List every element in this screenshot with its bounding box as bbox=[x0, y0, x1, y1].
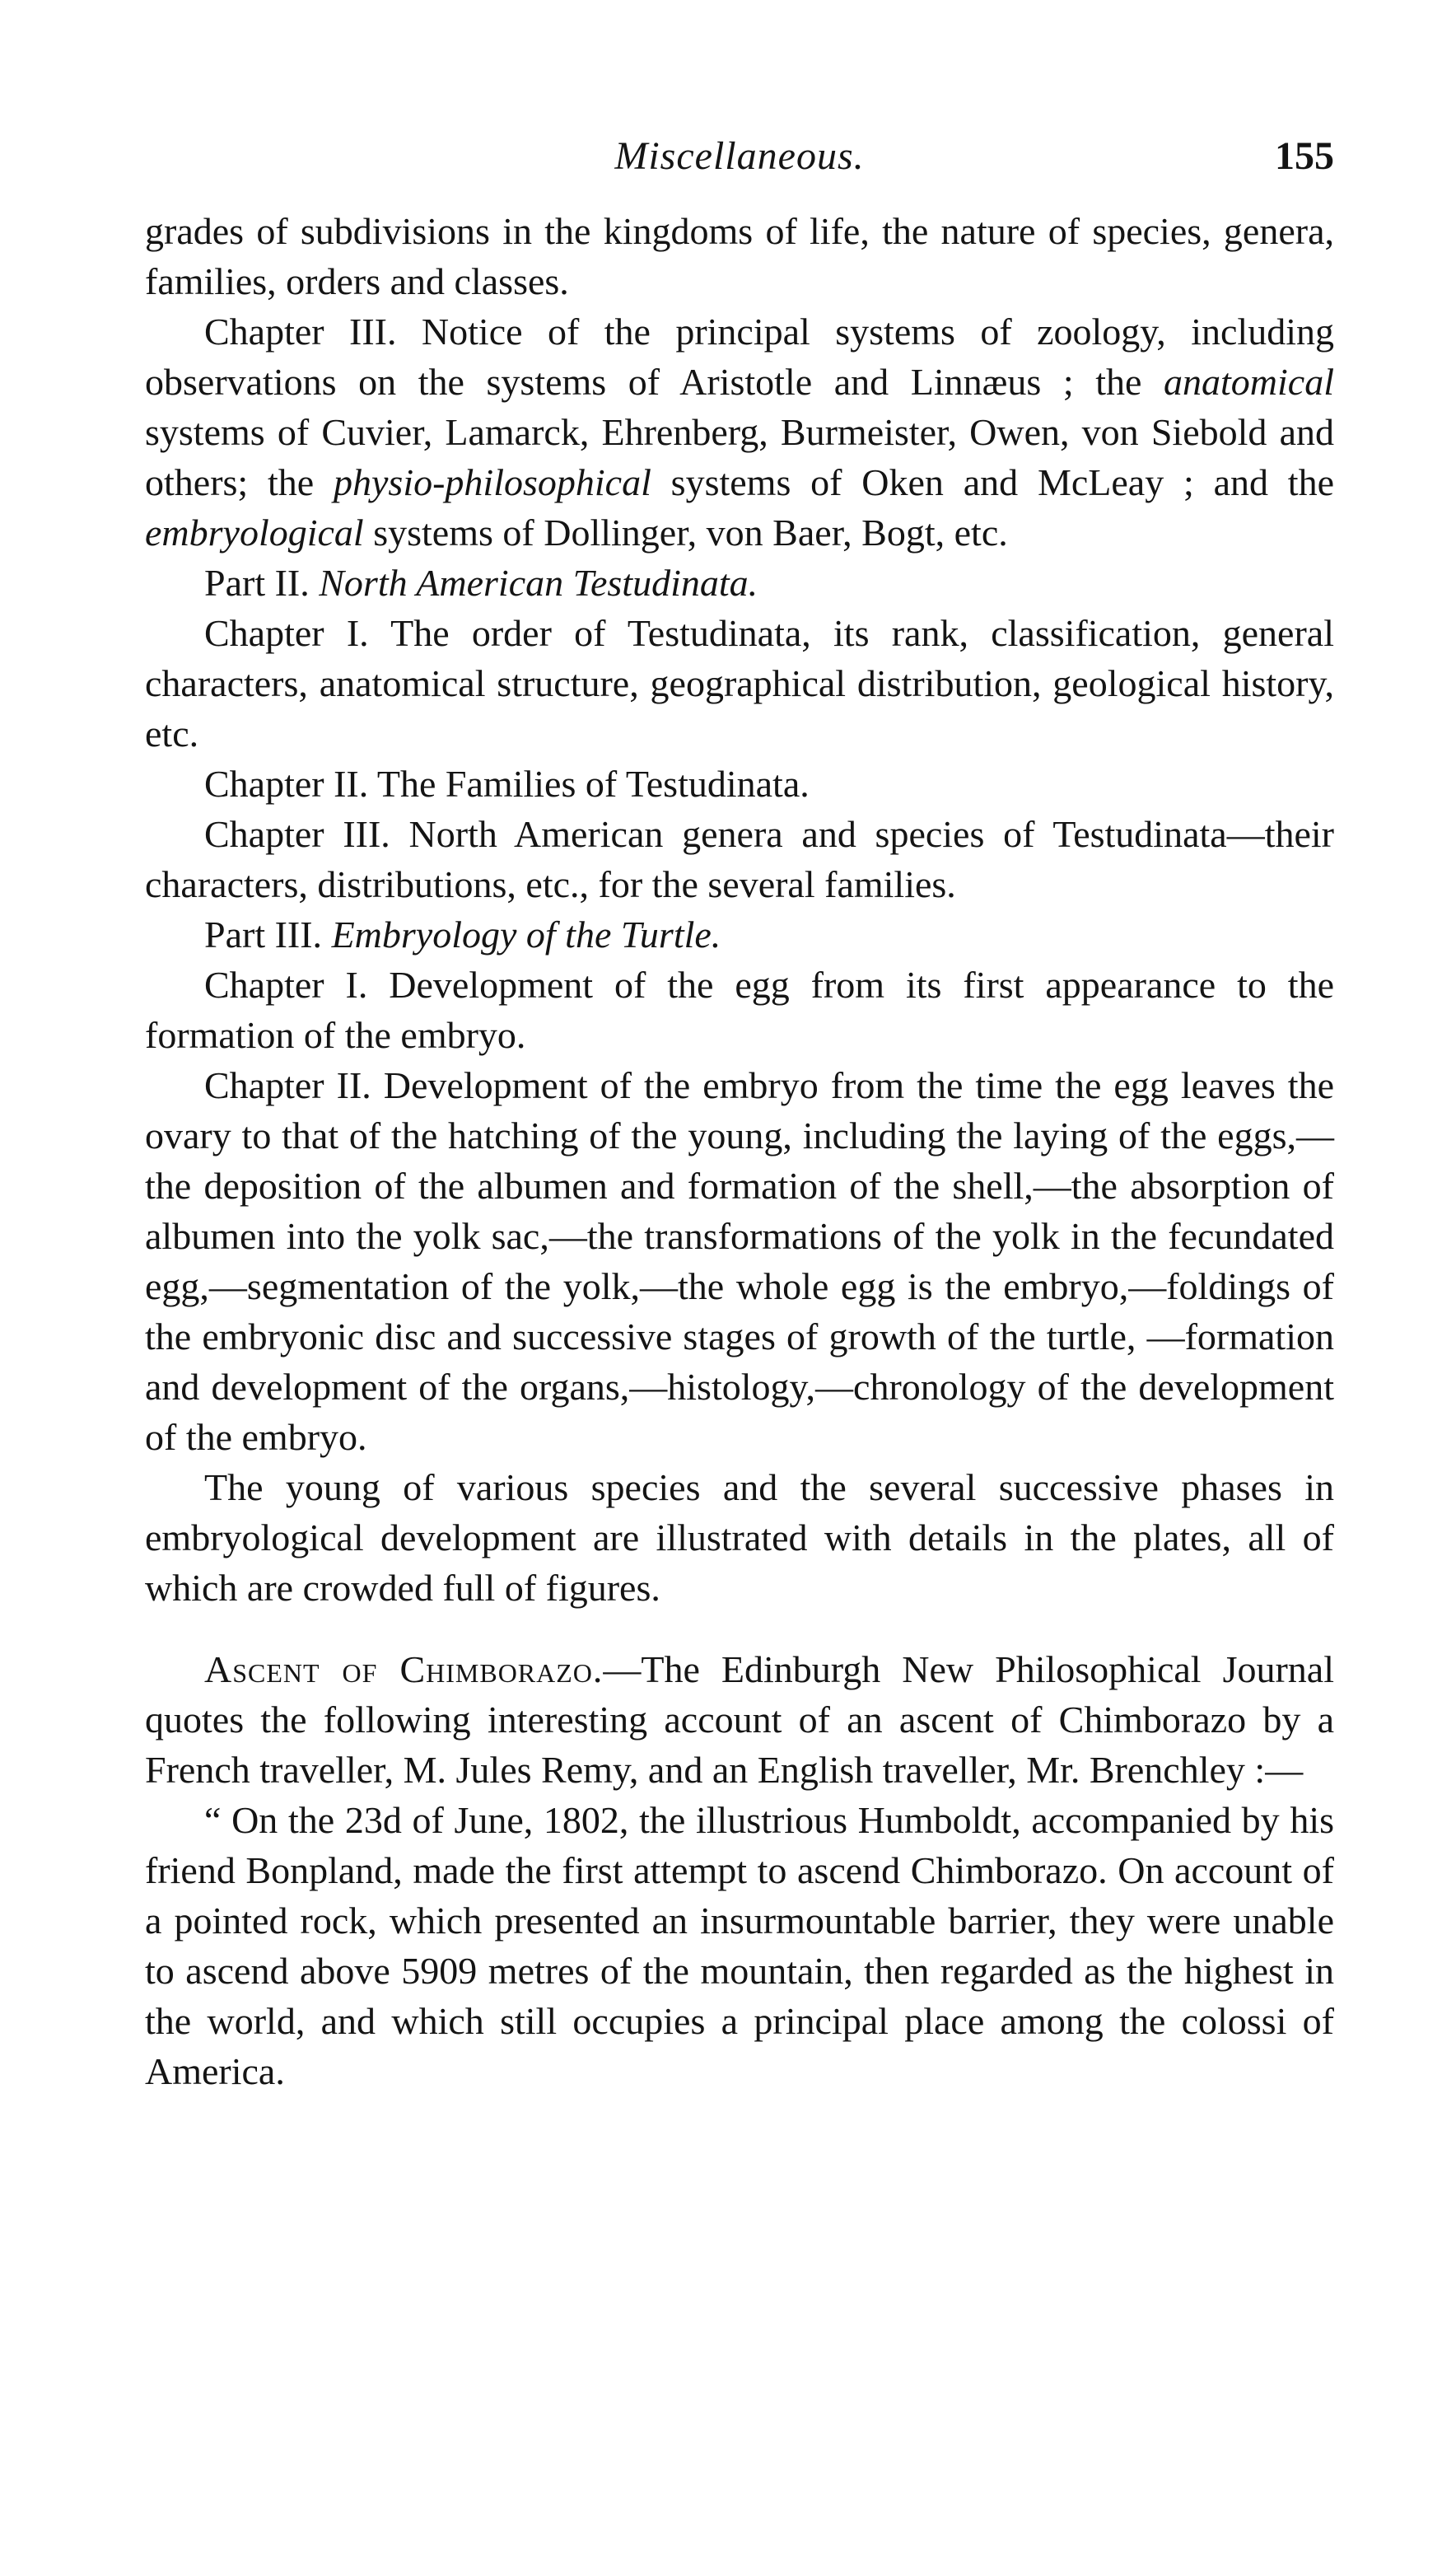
paragraph-chapter-i-order: Chapter I. The order of Testudinata, its rank, classification, general characters, anatomical structure, geographical distribution, geological history, etc. bbox=[145, 612, 1334, 755]
italic-title: Embryology of the Turtle. bbox=[331, 914, 721, 956]
page-number: 155 bbox=[1275, 134, 1334, 178]
text-run: systems of Cuvier, Lamarck, Ehrenberg, Burmeister, Owen, von Siebold and others; the bbox=[145, 411, 1334, 503]
paragraph-chapter-i-egg: Chapter I. Development of the egg from its first appearance to the formation of the embryo. bbox=[145, 964, 1334, 1056]
part-ii-heading bbox=[145, 558, 1334, 608]
text-run: Part III. bbox=[204, 914, 332, 956]
paragraph-chapter-iii-genera: Chapter III. North American genera and species of Testudinata—their characters, distributions, etc., for the several families. bbox=[145, 813, 1334, 905]
text-run: systems of Dollinger, von Baer, Bogt, etc. bbox=[363, 512, 1008, 554]
section-heading: Ascent of Chimborazo. bbox=[204, 1648, 604, 1690]
text-run: systems of Oken and McLeay ; and the bbox=[651, 461, 1334, 503]
italic-term: embryological bbox=[145, 512, 364, 554]
page-header bbox=[145, 124, 1334, 189]
page-body bbox=[145, 206, 1334, 2096]
paragraph-continued: grades of subdivisions in the kingdoms of life, the nature of species, genera, families, orders and classes. bbox=[145, 210, 1334, 302]
italic-title: North American Testudinata. bbox=[319, 562, 758, 604]
part-iii-heading bbox=[145, 909, 1334, 960]
text-run: —The Edinburgh New Philosophical Journal quotes the following interesting account of an ascent of Chimborazo by a French traveller, M. Jules Remy, and an English traveller, Mr. Brenchley :— bbox=[145, 1648, 1334, 1791]
paragraph-chapter-iii-systems bbox=[145, 306, 1334, 558]
paragraph-ascent-of-chimborazo bbox=[145, 1644, 1334, 1795]
paragraph-humboldt-quote: “ On the 23d of June, 1802, the illustrious Humboldt, accompanied by his friend Bonpland, made the first attempt to ascend Chimborazo. On account of a pointed rock, which presented an insurmountable barrier, they were unable to ascend above 5909 metres of the mountain, then regarded as the highest in the world, and which still occupies a principal place among the colossi of America. bbox=[145, 1799, 1334, 2092]
italic-term: physio-philosophical bbox=[334, 461, 651, 503]
running-title: Miscellaneous. bbox=[614, 134, 865, 178]
paragraph-chapter-ii-embryo: Chapter II. Development of the embryo from the time the egg leaves the ovary to that of the hatching of the young, including the laying of the eggs,—the deposition of the albumen and formation of the shell,—the absorption of albumen into the yolk sac,—the transformations of the yolk in the fecundated egg,—segmentation of the yolk,—the whole egg is the embryo,—foldings of the embryonic disc and successive stages of growth of the turtle, —formation and development of the organs,—histology,—chronology of the development of the embryo. bbox=[145, 1064, 1334, 1458]
text-run: Chapter III. Notice of the principal systems of zoology, including observations on the systems of Aristotle and Linnæus ; the bbox=[145, 311, 1334, 403]
paragraph-chapter-ii-families: Chapter II. The Families of Testudinata. bbox=[204, 763, 810, 805]
paragraph-young-species: The young of various species and the several successive phases in embryological development are illustrated with details in the plates, all of which are crowded full of figures. bbox=[145, 1466, 1334, 1609]
italic-term: anatomical bbox=[1164, 361, 1334, 403]
text-run: Part II. bbox=[204, 562, 320, 604]
